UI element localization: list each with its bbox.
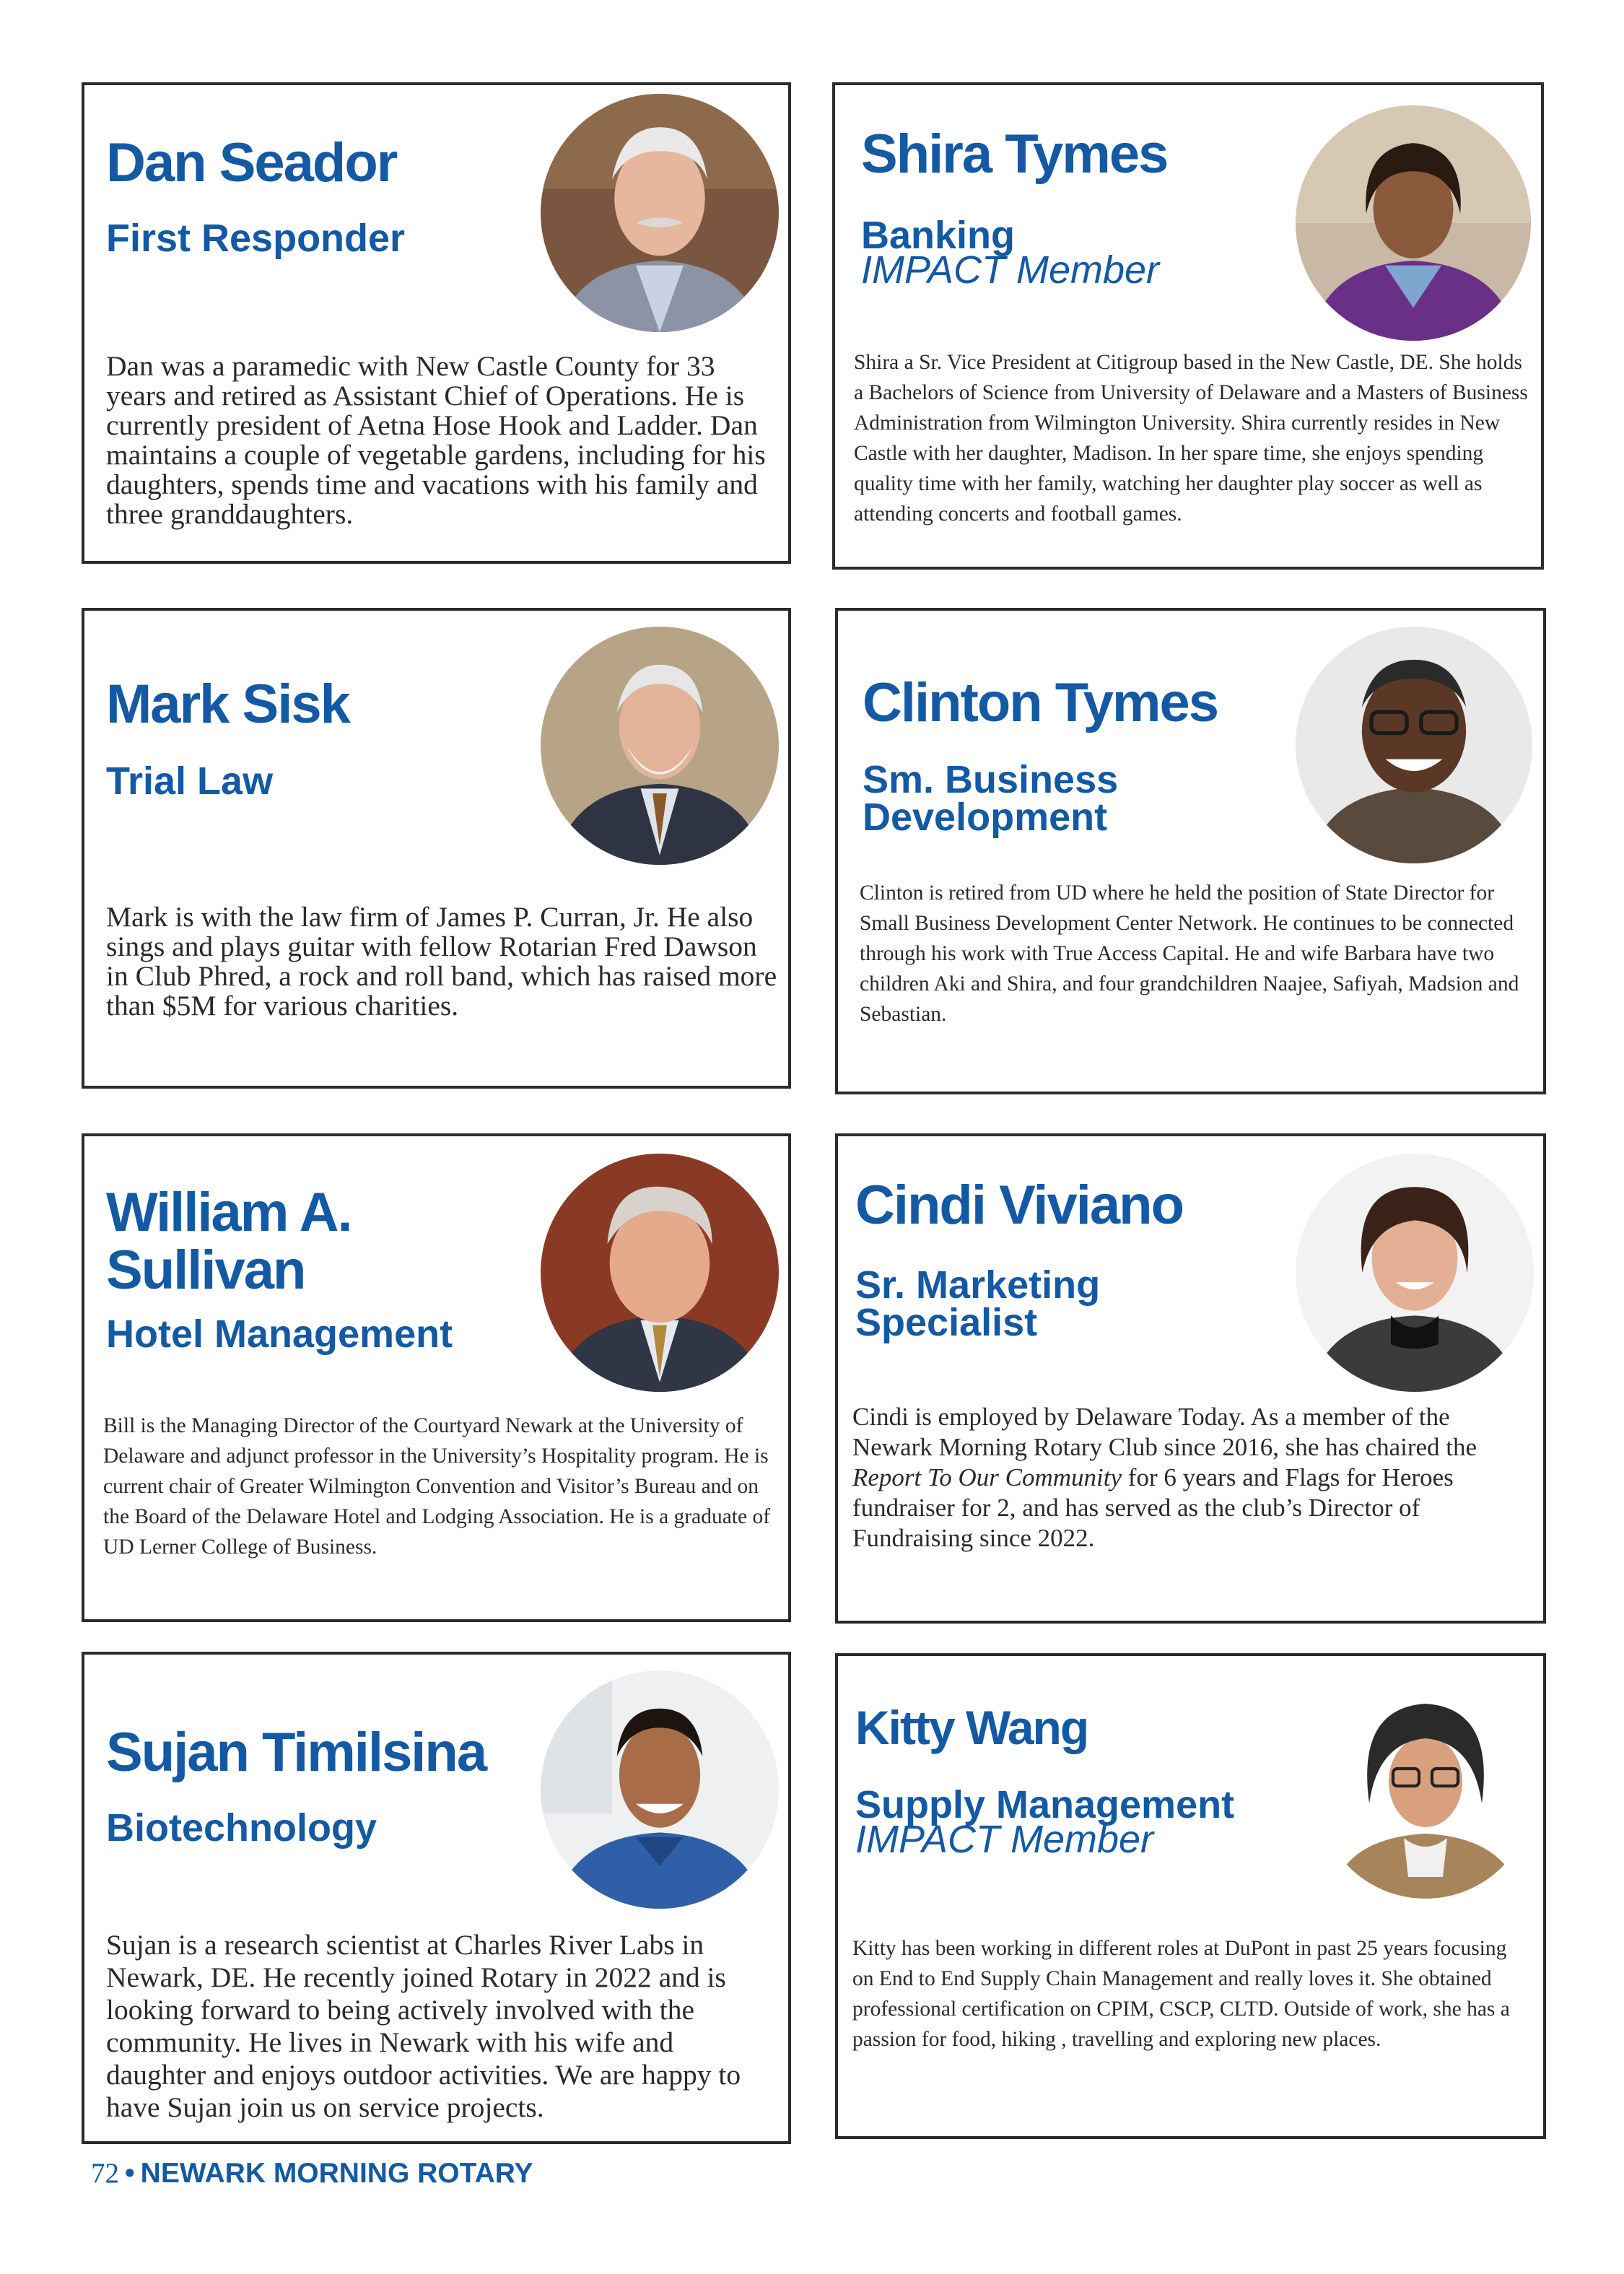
profile-name: Kitty Wang xyxy=(855,1701,1088,1754)
footer-org-name: NEWARK MORNING ROTARY xyxy=(140,2158,533,2189)
profile-card-dan-seador xyxy=(82,82,791,564)
profile-name: Dan Seador xyxy=(106,132,397,193)
profile-role: Hotel Management xyxy=(106,1312,453,1356)
profile-photo xyxy=(541,1154,779,1392)
profile-card-kitty-wang xyxy=(835,1653,1546,2139)
profile-card-cindi-viviano xyxy=(835,1133,1546,1624)
profile-photo xyxy=(1296,627,1532,863)
profile-card-shira-tymes xyxy=(832,82,1544,570)
profile-role: First Responder xyxy=(106,217,406,260)
profile-role: Banking xyxy=(861,214,1016,257)
bio-text: Cindi is employed by Delaware Today. As a member of the Newark Morning Rotary Club since 2016, she has chaired the xyxy=(852,1403,1477,1461)
profile-name: Cindi Viviano xyxy=(855,1175,1184,1236)
footer-separator: • xyxy=(125,2158,135,2189)
page-footer xyxy=(91,2157,533,2190)
profile-photo xyxy=(1317,1682,1534,1899)
profile-name: Clinton Tymes xyxy=(863,672,1218,733)
profile-photo xyxy=(541,1670,779,1909)
profile-role: Biotechnology xyxy=(106,1806,377,1850)
profile-bio: Kitty has been working in different roles at DuPont in past 25 years focusing on End to End Supply Chain Management and really loves it. She obtained professional certification on CPIM, CSCP, CLTD. Outside of work, she has a passion for food, hiking , travelling and exploring new places. xyxy=(852,1937,1510,2051)
profile-bio: Sujan is a research scientist at Charles River Labs in Newark, DE. He recently joined Rotary in 2022 and is looking forward to being actively involved with the community. He lives in Newark with his wife and daughter and enjoys outdoor activities. We are happy to have Sujan join us on service projects. xyxy=(106,1929,741,2123)
impact-member-label: IMPACT Member xyxy=(855,1818,1154,1861)
profile-bio: Clinton is retired from UD where he held the position of State Director for Small Business Development Center Network. He continues to be connected through his work with True Access Capital. He and wife Barbara have two children Aki and Shira, and four grandchildren Naajee, Safiyah, Madsion and Sebastian. xyxy=(860,881,1519,1026)
profile-bio: Shira a Sr. Vice President at Citigroup based in the New Castle, DE. She holds a Bachelors of Science from University of Delaware and a Masters of Business Administration from Wilmington University. Shira currently resides in New Castle with her daughter, Madison. In her spare time, she enjoys spending quality time with her family, watching her daughter play soccer as well as attending concerts and football games. xyxy=(854,351,1528,526)
bio-text: for 6 years and Flags for Heroes fundraiser for 2, and has served as the club’s Director of Fundraising since 2022. xyxy=(852,1463,1454,1552)
profile-bio: Bill is the Managing Director of the Courtyard Newark at the University of Delaware and adjunct professor in the University’s Hospitality program. He is current chair of Greater Wilmington Convention and Visitor’s Bureau and on the Board of the Delaware Hotel and Lodging Association. He is a graduate of UD Lerner College of Business. xyxy=(103,1414,771,1559)
profile-role: Sm. Business Development xyxy=(863,758,1119,839)
profile-photo xyxy=(1296,105,1531,341)
profile-bio: Dan was a paramedic with New Castle County for 33 years and retired as Assistant Chief of Operations. He is currently president of Aetna Hose Hook and Ladder. Dan maintains a couple of vegetable gardens, including for his daughters, spends time and vacations with his family and three granddaughters. xyxy=(106,350,766,530)
profile-name: Sujan Timilsina xyxy=(106,1722,486,1783)
profile-card-william-sullivan xyxy=(82,1133,791,1622)
page-number: 72 xyxy=(91,2158,119,2189)
profile-card-clinton-tymes xyxy=(835,608,1546,1094)
profile-bio: Mark is with the law firm of James P. Curran, Jr. He also sings and plays guitar with fellow Rotarian Fred Dawson in Club Phred, a rock and roll band, which has raised more than $5M for various charities. xyxy=(106,901,777,1021)
profile-role: Sr. Marketing Specialist xyxy=(855,1263,1101,1344)
profile-photo xyxy=(541,94,779,332)
profile-role: Supply Management xyxy=(855,1783,1235,1826)
profile-name: Shira Tymes xyxy=(861,123,1168,185)
impact-member-label: IMPACT Member xyxy=(861,248,1160,292)
profile-photo xyxy=(541,627,779,865)
profile-name: William A. Sullivan xyxy=(106,1182,352,1301)
profile-role: Trial Law xyxy=(106,759,274,803)
profile-card-mark-sisk xyxy=(82,608,791,1089)
profile-card-sujan-timilsina xyxy=(82,1652,791,2144)
profile-bio xyxy=(852,1402,1524,1554)
publication-title: Report To Our Community xyxy=(852,1463,1122,1491)
profile-name: Mark Sisk xyxy=(106,674,349,735)
profile-photo xyxy=(1296,1154,1534,1392)
